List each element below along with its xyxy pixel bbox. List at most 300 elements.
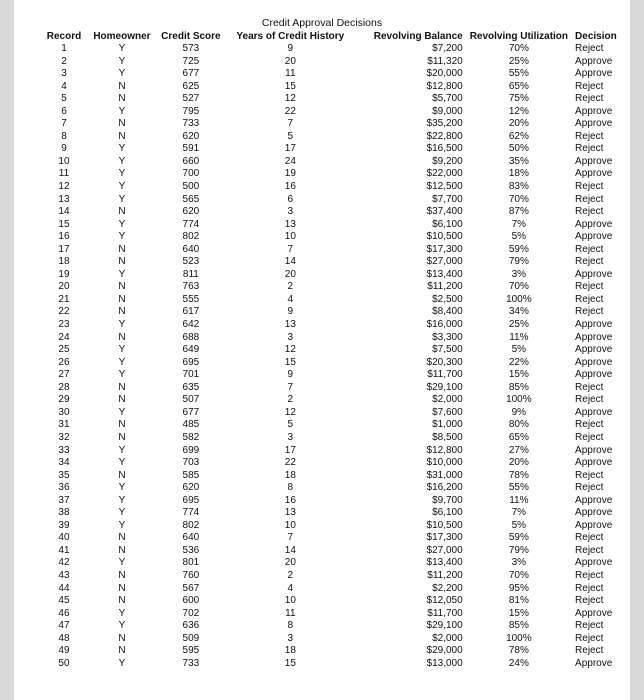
years-history-cell: 2 [287, 281, 294, 293]
record-cell: 17 [58, 243, 70, 255]
decision-cell: Reject [575, 595, 604, 607]
years-history-cell: 14 [284, 544, 296, 556]
utilization-cell: 100% [506, 293, 532, 305]
homeowner-cell: Y [118, 155, 126, 167]
table-row [41, 219, 630, 232]
utilization-cell: 83% [508, 181, 529, 193]
decision-cell: Approve [575, 444, 613, 456]
table-row [41, 595, 630, 608]
years-history-cell: 8 [287, 620, 294, 632]
homeowner-cell: N [118, 306, 126, 318]
utilization-cell: 55% [508, 482, 529, 494]
record-cell: 50 [58, 657, 70, 669]
record-cell: 5 [61, 93, 67, 105]
balance-cell: $10,000 [426, 457, 463, 469]
years-history-cell: 14 [284, 256, 296, 268]
table-row [41, 507, 630, 520]
balance-cell: $22,000 [426, 168, 463, 180]
table-row [41, 344, 630, 357]
balance-cell: $29,000 [426, 645, 463, 657]
homeowner-cell: N [118, 569, 126, 581]
homeowner-cell: Y [118, 356, 126, 368]
homeowner-cell: Y [118, 68, 126, 80]
years-history-cell: 12 [284, 344, 296, 356]
balance-cell: $20,300 [426, 356, 463, 368]
years-history-cell: 19 [284, 168, 296, 180]
utilization-cell: 59% [508, 532, 529, 544]
record-cell: 31 [58, 419, 70, 431]
credit-score-cell: 733 [182, 118, 200, 130]
homeowner-cell: N [118, 582, 126, 594]
decision-cell: Approve [575, 507, 613, 519]
utilization-cell: 70% [508, 193, 529, 205]
balance-cell: $8,400 [432, 306, 463, 318]
record-cell: 47 [58, 620, 70, 632]
decision-cell: Reject [575, 582, 604, 594]
table-row [41, 645, 630, 658]
homeowner-cell: N [118, 532, 126, 544]
table-body [41, 43, 630, 670]
homeowner-cell: N [118, 293, 126, 305]
record-cell: 39 [58, 519, 70, 531]
years-history-cell: 9 [287, 369, 294, 381]
years-history-cell: 7 [287, 532, 294, 544]
utilization-cell: 27% [508, 444, 529, 456]
utilization-cell: 24% [508, 657, 529, 669]
credit-score-cell: 795 [182, 105, 200, 117]
table-row [41, 620, 630, 633]
homeowner-cell: Y [118, 168, 126, 180]
decision-cell: Reject [575, 93, 604, 105]
decision-cell: Approve [575, 557, 613, 569]
table-row [41, 81, 630, 94]
homeowner-cell: N [118, 419, 126, 431]
header-years-credit-history: Years of Credit History [236, 31, 345, 42]
utilization-cell: 20% [508, 118, 529, 130]
homeowner-cell: N [118, 118, 126, 130]
utilization-cell: 85% [508, 620, 529, 632]
decision-cell: Reject [575, 281, 604, 293]
credit-score-cell: 660 [182, 155, 200, 167]
record-cell: 42 [58, 557, 70, 569]
record-cell: 11 [58, 168, 70, 180]
years-history-cell: 5 [287, 419, 294, 431]
table-row [41, 382, 630, 395]
balance-cell: $6,100 [432, 507, 463, 519]
credit-score-cell: 567 [182, 582, 200, 594]
spreadsheet-page [14, 0, 630, 700]
decision-cell: Reject [575, 43, 604, 54]
utilization-cell: 79% [508, 544, 529, 556]
table-row [41, 194, 630, 207]
decision-cell: Reject [575, 293, 604, 305]
years-history-cell: 16 [284, 494, 296, 506]
record-cell: 38 [58, 507, 70, 519]
credit-score-cell: 802 [182, 519, 200, 531]
credit-score-cell: 801 [182, 557, 200, 569]
balance-cell: $5,700 [432, 93, 463, 105]
table-row [41, 520, 630, 533]
table-row [41, 445, 630, 458]
record-cell: 19 [58, 268, 70, 280]
record-cell: 45 [58, 595, 70, 607]
utilization-cell: 5% [511, 231, 527, 243]
credit-score-cell: 640 [182, 243, 200, 255]
header-revolving-balance: Revolving Balance [373, 31, 463, 42]
years-history-cell: 3 [287, 331, 294, 343]
balance-cell: $2,500 [432, 293, 463, 305]
table-row [41, 495, 630, 508]
record-cell: 10 [58, 155, 70, 167]
years-history-cell: 7 [287, 381, 294, 393]
utilization-cell: 55% [508, 68, 529, 80]
homeowner-cell: Y [118, 494, 126, 506]
decision-cell: Approve [575, 344, 613, 356]
credit-score-cell: 595 [182, 645, 200, 657]
homeowner-cell: N [118, 381, 126, 393]
balance-cell: $11,700 [427, 369, 463, 381]
credit-score-cell: 701 [182, 369, 200, 381]
credit-score-cell: 485 [182, 419, 200, 431]
utilization-cell: 62% [508, 130, 529, 142]
table-row [41, 357, 630, 370]
credit-score-cell: 774 [182, 218, 200, 230]
credit-score-cell: 811 [182, 268, 199, 280]
balance-cell: $3,300 [432, 331, 463, 343]
record-cell: 37 [58, 494, 70, 506]
credit-score-cell: 688 [182, 331, 200, 343]
table-row [41, 369, 630, 382]
record-cell: 34 [58, 457, 70, 469]
decision-cell: Approve [575, 406, 613, 418]
record-cell: 44 [58, 582, 70, 594]
table-row [41, 131, 630, 144]
years-history-cell: 6 [287, 193, 294, 205]
utilization-cell: 12% [508, 105, 529, 117]
decision-cell: Reject [575, 130, 604, 142]
decision-cell: Reject [575, 143, 604, 155]
table-row [41, 306, 630, 319]
years-history-cell: 10 [284, 519, 296, 531]
years-history-cell: 5 [287, 130, 294, 142]
years-history-cell: 18 [284, 469, 296, 481]
record-cell: 24 [58, 331, 70, 343]
table-row [41, 407, 630, 420]
record-cell: 30 [58, 406, 70, 418]
credit-score-cell: 500 [182, 181, 200, 193]
decision-cell: Approve [575, 657, 613, 669]
homeowner-cell: Y [118, 369, 126, 381]
credit-score-cell: 649 [182, 344, 200, 356]
years-history-cell: 9 [287, 306, 294, 318]
record-cell: 13 [58, 193, 70, 205]
decision-cell: Approve [575, 457, 613, 469]
balance-cell: $17,300 [426, 243, 463, 255]
utilization-cell: 78% [508, 469, 529, 481]
decision-cell: Approve [575, 55, 613, 67]
record-cell: 28 [58, 381, 70, 393]
utilization-cell: 35% [508, 155, 529, 167]
years-history-cell: 16 [284, 181, 296, 193]
years-history-cell: 3 [287, 431, 294, 443]
decision-cell: Approve [575, 494, 613, 506]
utilization-cell: 50% [508, 143, 529, 155]
table-row [41, 419, 630, 432]
years-history-cell: 2 [287, 569, 294, 581]
credit-score-cell: 600 [182, 595, 200, 607]
table-row [41, 319, 630, 332]
header-record: Record [46, 31, 82, 42]
utilization-cell: 34% [508, 306, 529, 318]
record-cell: 23 [58, 319, 70, 331]
homeowner-cell: Y [118, 557, 126, 569]
record-cell: 15 [58, 218, 70, 230]
homeowner-cell: N [118, 80, 126, 92]
balance-cell: $16,000 [426, 319, 463, 331]
years-history-cell: 13 [284, 319, 296, 331]
utilization-cell: 79% [508, 256, 529, 268]
balance-cell: $11,700 [427, 607, 463, 619]
balance-cell: $12,050 [426, 595, 463, 607]
record-cell: 29 [58, 394, 70, 406]
years-history-cell: 7 [287, 243, 294, 255]
table-row [41, 143, 630, 156]
decision-cell: Approve [575, 331, 613, 343]
record-cell: 4 [61, 80, 67, 92]
utilization-cell: 3% [511, 557, 527, 569]
credit-score-cell: 509 [182, 632, 200, 644]
utilization-cell: 5% [511, 344, 527, 356]
credit-score-cell: 760 [182, 569, 200, 581]
balance-cell: $11,200 [427, 281, 463, 293]
credit-score-cell: 617 [182, 306, 200, 318]
homeowner-cell: Y [118, 43, 126, 54]
decision-cell: Reject [575, 532, 604, 544]
credit-score-cell: 536 [182, 544, 200, 556]
years-history-cell: 10 [284, 231, 296, 243]
balance-cell: $7,700 [432, 193, 463, 205]
decision-cell: Reject [575, 419, 604, 431]
record-cell: 41 [58, 544, 70, 556]
balance-cell: $27,000 [426, 256, 463, 268]
homeowner-cell: Y [118, 143, 126, 155]
years-history-cell: 17 [284, 143, 296, 155]
homeowner-cell: Y [118, 482, 126, 494]
utilization-cell: 85% [508, 381, 529, 393]
balance-cell: $2,000 [432, 632, 463, 644]
utilization-cell: 70% [508, 569, 529, 581]
credit-score-cell: 677 [182, 68, 200, 80]
homeowner-cell: Y [118, 344, 126, 356]
years-history-cell: 15 [284, 657, 296, 669]
credit-approval-table [41, 31, 630, 670]
balance-cell: $29,100 [426, 381, 463, 393]
record-cell: 27 [58, 369, 70, 381]
table-row [41, 118, 630, 131]
utilization-cell: 59% [508, 243, 529, 255]
table-row [41, 93, 630, 106]
credit-score-cell: 565 [182, 193, 200, 205]
credit-score-cell: 507 [182, 394, 200, 406]
decision-cell: Approve [575, 369, 613, 381]
decision-cell: Reject [575, 620, 604, 632]
homeowner-cell: Y [118, 268, 126, 280]
header-revolving-utilization: Revolving Utilization [469, 31, 569, 42]
table-row [41, 332, 630, 345]
decision-cell: Reject [575, 256, 604, 268]
utilization-cell: 87% [508, 206, 529, 218]
balance-cell: $10,500 [426, 519, 463, 531]
table-row [41, 583, 630, 596]
utilization-cell: 5% [511, 519, 527, 531]
table-row [41, 532, 630, 545]
credit-score-cell: 585 [182, 469, 200, 481]
table-row [41, 269, 630, 282]
decision-cell: Approve [575, 231, 613, 243]
years-history-cell: 15 [284, 356, 296, 368]
homeowner-cell: N [118, 431, 126, 443]
years-history-cell: 11 [285, 68, 296, 80]
balance-cell: $12,500 [426, 181, 463, 193]
balance-cell: $9,200 [432, 155, 463, 167]
balance-cell: $31,000 [426, 469, 463, 481]
decision-cell: Approve [575, 319, 613, 331]
credit-score-cell: 733 [182, 657, 200, 669]
credit-score-cell: 591 [182, 143, 200, 155]
record-cell: 49 [58, 645, 70, 657]
record-cell: 26 [58, 356, 70, 368]
homeowner-cell: Y [118, 607, 126, 619]
balance-cell: $12,800 [426, 80, 463, 92]
years-history-cell: 20 [284, 268, 296, 280]
homeowner-cell: Y [118, 406, 126, 418]
table-row [41, 43, 630, 56]
years-history-cell: 20 [284, 55, 296, 67]
record-cell: 2 [61, 55, 67, 67]
balance-cell: $20,000 [426, 68, 463, 80]
table-title: Credit Approval Decisions [261, 17, 383, 29]
credit-score-cell: 635 [182, 381, 200, 393]
table-row [41, 432, 630, 445]
balance-cell: $11,200 [427, 569, 463, 581]
credit-score-cell: 699 [182, 444, 200, 456]
record-cell: 25 [58, 344, 70, 356]
table-row [41, 658, 630, 671]
years-history-cell: 22 [284, 105, 296, 117]
table-row [41, 106, 630, 119]
header-homeowner: Homeowner [93, 31, 151, 42]
credit-score-cell: 555 [182, 293, 200, 305]
utilization-cell: 15% [508, 369, 529, 381]
record-cell: 40 [58, 532, 70, 544]
decision-cell: Reject [575, 193, 604, 205]
record-cell: 7 [61, 118, 67, 130]
decision-cell: Reject [575, 431, 604, 443]
balance-cell: $8,500 [432, 431, 463, 443]
record-cell: 36 [58, 482, 70, 494]
credit-score-cell: 702 [182, 607, 200, 619]
homeowner-cell: Y [118, 507, 126, 519]
homeowner-cell: Y [118, 218, 126, 230]
homeowner-cell: N [118, 93, 126, 105]
record-cell: 21 [58, 293, 70, 305]
record-cell: 14 [58, 206, 70, 218]
years-history-cell: 8 [287, 482, 294, 494]
record-cell: 35 [58, 469, 70, 481]
balance-cell: $13,000 [426, 657, 463, 669]
years-history-cell: 13 [284, 507, 296, 519]
table-row [41, 570, 630, 583]
credit-score-cell: 523 [182, 256, 200, 268]
credit-score-cell: 640 [182, 532, 200, 544]
decision-cell: Reject [575, 544, 604, 556]
years-history-cell: 20 [284, 557, 296, 569]
balance-cell: $16,500 [426, 143, 463, 155]
table-row [41, 633, 630, 646]
decision-cell: Reject [575, 469, 604, 481]
utilization-cell: 100% [506, 394, 532, 406]
decision-cell: Reject [575, 569, 604, 581]
credit-score-cell: 620 [182, 482, 200, 494]
balance-cell: $10,500 [426, 231, 463, 243]
credit-score-cell: 636 [182, 620, 200, 632]
table-row [41, 482, 630, 495]
balance-cell: $29,100 [426, 620, 463, 632]
credit-score-cell: 774 [182, 507, 200, 519]
table-row [41, 394, 630, 407]
utilization-cell: 25% [508, 55, 529, 67]
table-row [41, 294, 630, 307]
homeowner-cell: Y [118, 444, 126, 456]
homeowner-cell: N [118, 206, 126, 218]
homeowner-cell: N [118, 469, 126, 481]
credit-score-cell: 582 [182, 431, 200, 443]
decision-cell: Approve [575, 68, 613, 80]
table-row [41, 181, 630, 194]
decision-cell: Reject [575, 482, 604, 494]
record-cell: 48 [58, 632, 70, 644]
utilization-cell: 80% [508, 419, 529, 431]
homeowner-cell: N [118, 544, 126, 556]
balance-cell: $37,400 [426, 206, 463, 218]
header-row [41, 31, 630, 43]
record-cell: 12 [58, 181, 70, 193]
utilization-cell: 11% [509, 494, 529, 506]
homeowner-cell: Y [118, 231, 126, 243]
decision-cell: Reject [575, 645, 604, 657]
record-cell: 32 [58, 431, 70, 443]
record-cell: 18 [58, 256, 70, 268]
record-cell: 33 [58, 444, 70, 456]
record-cell: 1 [61, 43, 67, 54]
record-cell: 22 [58, 306, 70, 318]
years-history-cell: 11 [285, 607, 296, 619]
decision-cell: Approve [575, 155, 613, 167]
utilization-cell: 81% [508, 595, 529, 607]
utilization-cell: 95% [508, 582, 529, 594]
balance-cell: $13,400 [426, 268, 463, 280]
utilization-cell: 70% [508, 43, 529, 54]
table-row [41, 557, 630, 570]
decision-cell: Approve [575, 356, 613, 368]
table-row [41, 168, 630, 181]
table-row [41, 56, 630, 69]
credit-score-cell: 725 [182, 55, 200, 67]
credit-score-cell: 695 [182, 494, 200, 506]
homeowner-cell: N [118, 130, 126, 142]
utilization-cell: 11% [509, 331, 529, 343]
balance-cell: $35,200 [426, 118, 463, 130]
